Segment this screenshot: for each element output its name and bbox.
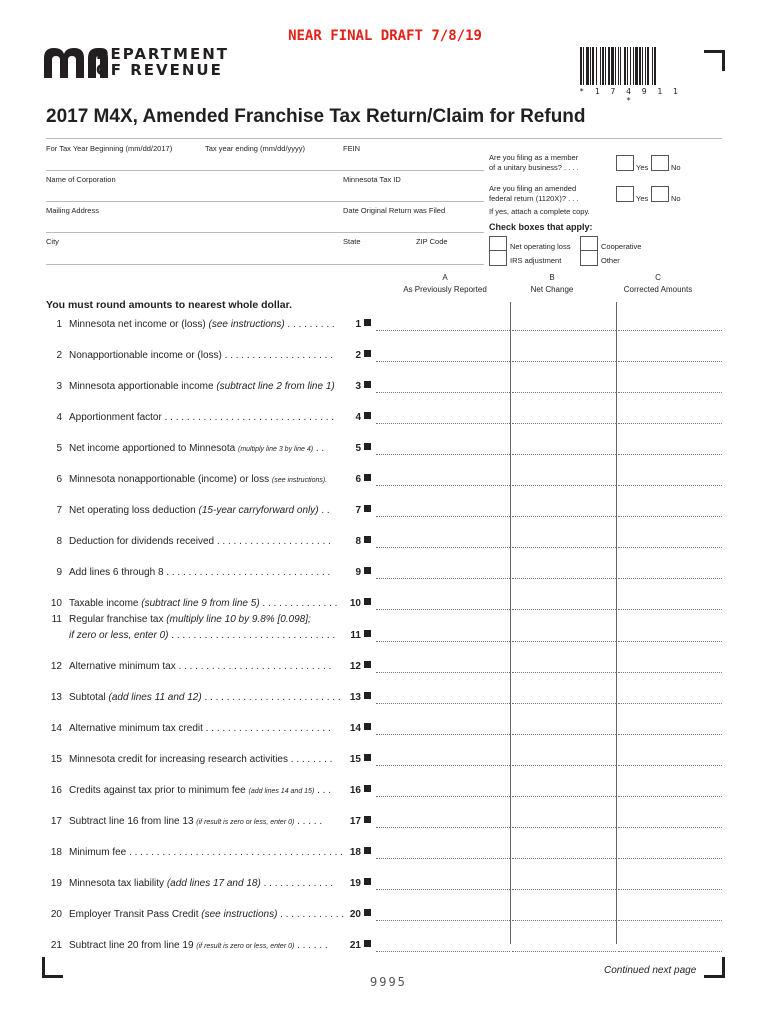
line-ref [350, 692, 371, 703]
column-divider-ab [510, 302, 511, 944]
column-b-field[interactable] [512, 516, 616, 517]
amended-yes-checkbox[interactable] [616, 186, 634, 202]
line-note: (add lines 17 and 18) [166, 878, 261, 889]
line-ref [350, 878, 371, 889]
line-number: 18 [50, 847, 62, 858]
line-dots: . . . [314, 785, 331, 796]
line-item [36, 878, 371, 889]
nol-label: Net operating loss [510, 242, 571, 251]
line-ref-number: 10 [349, 598, 361, 609]
square-marker-icon [364, 661, 371, 668]
column-a-field[interactable] [376, 330, 510, 331]
column-c-field[interactable] [618, 858, 722, 859]
line-ref-number: 8 [355, 536, 361, 547]
column-a-field[interactable] [376, 858, 510, 859]
line-item [36, 474, 371, 485]
line-item [36, 443, 371, 454]
line-number: 20 [50, 909, 62, 920]
column-a-field[interactable] [376, 516, 510, 517]
square-marker-icon [364, 816, 371, 823]
line-item [36, 661, 371, 672]
line-text: Net operating loss deduction [69, 505, 199, 516]
column-b-field[interactable] [512, 454, 616, 455]
line-ref [355, 319, 371, 330]
line-note: (if result is zero or less, enter 0) [196, 819, 295, 826]
line-dots: . . [313, 443, 325, 454]
column-a-field[interactable] [376, 672, 510, 673]
line-text: Alternative minimum tax . . . . . . . . . . . . . . . . . . . . . . . . . . . . [69, 661, 332, 672]
line-text: Minnesota net income or (loss) [69, 319, 209, 330]
cooperative-label: Cooperative [601, 242, 642, 251]
fein-label: FEIN [343, 144, 361, 153]
line-note: (see instructions) [208, 319, 285, 330]
tax-year-ending-label: Tax year ending (mm/dd/yyyy) [205, 144, 306, 153]
line-ref-number: 12 [349, 661, 361, 672]
line-number: 17 [50, 816, 62, 827]
unitary-no-checkbox[interactable] [651, 155, 669, 171]
form-code: 9995 [370, 975, 407, 989]
line-text: Minnesota apportionable income [69, 381, 217, 392]
column-a-field[interactable] [376, 951, 510, 952]
line-item [36, 614, 371, 625]
square-marker-icon [364, 630, 371, 637]
line-item [36, 412, 371, 423]
line-number: 12 [50, 661, 62, 672]
column-b-field[interactable] [512, 485, 616, 486]
line-text: Taxable income [69, 598, 142, 609]
line-number: 5 [56, 443, 62, 454]
column-b-field[interactable] [512, 765, 616, 766]
line-text: Alternative minimum tax credit . . . . . . . . . . . . . . . . . . . . . . . [69, 723, 331, 734]
other-checkbox[interactable] [580, 250, 598, 266]
column-a-field[interactable] [376, 547, 510, 548]
line-number: 3 [56, 381, 62, 392]
line-item [36, 940, 371, 951]
column-a-header: A As Previously Reported [403, 273, 487, 294]
line-text: Minimum fee . . . . . . . . . . . . . . . . . . . . . . . . . . . . . . . . . . . . . . . [69, 847, 343, 858]
column-c-field[interactable] [618, 609, 722, 610]
line-number: 9 [56, 567, 62, 578]
column-b-field[interactable] [512, 609, 616, 610]
line-item [36, 723, 371, 734]
square-marker-icon [364, 505, 371, 512]
column-a-field[interactable] [376, 423, 510, 424]
form-title: 2017 M4X, Amended Franchise Tax Return/Claim for Refund [46, 106, 586, 127]
line-ref-number: 17 [349, 816, 361, 827]
line-note: (add lines 11 and 12) [108, 692, 202, 703]
line-dots: . . . . . . . . . . . . . . [259, 598, 338, 609]
line-note: (multiply line 3 by line 4) [238, 446, 314, 453]
column-a-field[interactable] [376, 734, 510, 735]
column-c-field[interactable] [618, 796, 722, 797]
line-item [36, 598, 371, 609]
line-ref [355, 474, 371, 485]
column-c-field[interactable] [618, 734, 722, 735]
square-marker-icon [364, 847, 371, 854]
line-number: 6 [56, 474, 62, 485]
corporation-name-label: Name of Corporation [46, 175, 116, 184]
square-marker-icon [364, 412, 371, 419]
line-ref [355, 443, 371, 454]
column-c-field[interactable] [618, 920, 722, 921]
amended-question: Are you filing an amended federal return (1120X)? . . . If yes, attach a complete copy. [489, 184, 590, 216]
line-note: (if result is zero or less, enter 0) [196, 943, 295, 950]
line-ref [350, 598, 371, 609]
column-b-field[interactable] [512, 392, 616, 393]
column-divider-bc [616, 302, 617, 944]
column-b-field[interactable] [512, 796, 616, 797]
column-c-field[interactable] [618, 578, 722, 579]
line-number: 13 [50, 692, 62, 703]
line-item [36, 350, 371, 361]
line-ref [350, 940, 371, 951]
other-label: Other [601, 256, 620, 265]
column-a-field[interactable] [376, 765, 510, 766]
title-rule [46, 138, 722, 139]
column-c-field[interactable] [618, 672, 722, 673]
line-ref [355, 350, 371, 361]
line-ref-number: 21 [349, 940, 361, 951]
line-ref-number: 4 [355, 412, 361, 423]
minnesota-tax-id-label: Minnesota Tax ID [343, 175, 401, 184]
column-b-field[interactable] [512, 703, 616, 704]
line-ref [350, 816, 371, 827]
line-ref-number: 1 [355, 319, 361, 330]
line-note: (subtract line 2 from line 1) [216, 381, 335, 392]
barcode-number: * 1 7 4 9 1 1 * [579, 87, 681, 105]
column-a-field[interactable] [376, 796, 510, 797]
column-b-field[interactable] [512, 827, 616, 828]
column-b-field[interactable] [512, 672, 616, 673]
state-label: State [343, 237, 361, 246]
line-ref-number: 15 [349, 754, 361, 765]
line-number: 8 [56, 536, 62, 547]
square-marker-icon [364, 443, 371, 450]
square-marker-icon [364, 536, 371, 543]
line-ref-number: 18 [349, 847, 361, 858]
line-number: 10 [50, 598, 62, 609]
line-text: Subtotal [69, 692, 109, 703]
line-dots: . . . . . . . . . . . . [277, 909, 345, 920]
square-marker-icon [364, 598, 371, 605]
line-item [36, 816, 371, 827]
column-c-field[interactable] [618, 547, 722, 548]
square-marker-icon [364, 785, 371, 792]
line-ref [355, 567, 371, 578]
amended-no-checkbox[interactable] [651, 186, 669, 202]
corner-mark-bottom-right [704, 957, 725, 978]
line-note: (subtract line 9 from line 5) [141, 598, 260, 609]
line-text: Deduction for dividends received . . . . . . . . . . . . . . . . . . . . . [69, 536, 331, 547]
line-note: (15-year carryforward only) [198, 505, 319, 516]
line-text: Minnesota credit for increasing research activities . . . . . . . . [69, 754, 333, 765]
line-ref-number: 14 [349, 723, 361, 734]
column-a-field[interactable] [376, 361, 510, 362]
unitary-yes-label: Yes [636, 163, 649, 172]
line-text: Subtract line 20 from line 19 [69, 940, 197, 951]
line-ref [350, 723, 371, 734]
column-c-field[interactable] [618, 361, 722, 362]
continued-note: Continued next page [604, 965, 697, 976]
line-note: (multiply line 10 by 9.8% [0.098]; [166, 614, 311, 625]
department-name: DEPARTMENT OF REVENUE [96, 45, 229, 79]
line-number: 15 [50, 754, 62, 765]
line-item [36, 909, 371, 920]
line-ref-number: 13 [349, 692, 361, 703]
line-dots: . . . . . . . . . . . . . [260, 878, 334, 889]
line-number: 14 [50, 723, 62, 734]
line-text: Minnesota nonapportionable (income) or loss [69, 474, 272, 485]
line-ref [350, 630, 371, 641]
line-ref-number: 6 [355, 474, 361, 485]
line-ref-number: 9 [355, 567, 361, 578]
line-ref [350, 754, 371, 765]
date-original-filed-label: Date Original Return was Filed [343, 206, 446, 215]
line-item [36, 630, 371, 641]
line-item [36, 505, 371, 516]
column-c-field[interactable] [618, 889, 722, 890]
line-item [36, 754, 371, 765]
amended-yes-label: Yes [636, 194, 649, 203]
square-marker-icon [364, 350, 371, 357]
square-marker-icon [364, 909, 371, 916]
column-a-field[interactable] [376, 827, 510, 828]
line-text: Minnesota tax liability [69, 878, 167, 889]
line-text: Credits against tax prior to minimum fee [69, 785, 249, 796]
unitary-question: Are you filing as a member of a unitary business? . . . . [489, 153, 579, 172]
line-note: (see instructions) [201, 909, 278, 920]
line-item [36, 381, 371, 392]
column-c-field[interactable] [618, 454, 722, 455]
line-ref [355, 412, 371, 423]
check-boxes-title: Check boxes that apply: [489, 222, 593, 232]
column-c-header: C Corrected Amounts [623, 273, 693, 294]
line-ref [355, 381, 371, 392]
line-item [36, 692, 371, 703]
column-b-field[interactable] [512, 361, 616, 362]
line-item [36, 847, 371, 858]
line-item [36, 785, 371, 796]
line-number: 1 [56, 319, 62, 330]
square-marker-icon [364, 692, 371, 699]
column-b-field[interactable] [512, 547, 616, 548]
column-b-field[interactable] [512, 734, 616, 735]
line-ref-number: 11 [350, 630, 361, 641]
square-marker-icon [364, 940, 371, 947]
corner-mark-bottom-left [42, 957, 63, 978]
column-a-field[interactable] [376, 609, 510, 610]
line-dots: . . . . . . . . . [284, 319, 335, 330]
square-marker-icon [364, 381, 371, 388]
round-note: You must round amounts to nearest whole dollar. [46, 299, 292, 311]
line-text: Employer Transit Pass Credit [69, 909, 202, 920]
column-a-field[interactable] [376, 889, 510, 890]
column-b-field[interactable] [512, 920, 616, 921]
column-c-field[interactable] [618, 951, 722, 952]
square-marker-icon [364, 723, 371, 730]
column-a-field[interactable] [376, 920, 510, 921]
column-c-field[interactable] [618, 765, 722, 766]
draft-banner: NEAR FINAL DRAFT 7/8/19 [288, 28, 482, 44]
line-text: Net income apportioned to Minnesota [69, 443, 238, 454]
unitary-no-label: No [671, 163, 681, 172]
square-marker-icon [364, 474, 371, 481]
column-c-field[interactable] [618, 703, 722, 704]
barcode-icon [580, 47, 680, 85]
column-b-field[interactable] [512, 889, 616, 890]
line-ref-number: 5 [355, 443, 361, 454]
line-ref-number: 19 [349, 878, 361, 889]
column-a-field[interactable] [376, 703, 510, 704]
line-text: Apportionment factor . . . . . . . . . . . . . . . . . . . . . . . . . . . . . . . [69, 412, 335, 423]
column-c-field[interactable] [618, 827, 722, 828]
line-number: 21 [50, 940, 62, 951]
column-c-field[interactable] [618, 641, 722, 642]
line-ref-number: 2 [355, 350, 361, 361]
line-dots: . . [318, 505, 330, 516]
line-dots: . . . . . . [294, 940, 328, 951]
line-item [36, 536, 371, 547]
irs-adjustment-checkbox[interactable] [489, 250, 507, 266]
column-b-field[interactable] [512, 858, 616, 859]
column-c-field[interactable] [618, 423, 722, 424]
square-marker-icon [364, 878, 371, 885]
square-marker-icon [364, 754, 371, 761]
line-number: 7 [56, 505, 62, 516]
line-item [36, 567, 371, 578]
mailing-address-label: Mailing Address [46, 206, 99, 215]
city-label: City [46, 237, 59, 246]
line-item [36, 319, 371, 330]
square-marker-icon [364, 567, 371, 574]
irs-adjustment-label: IRS adjustment [510, 256, 562, 265]
square-marker-icon [364, 319, 371, 326]
column-a-field[interactable] [376, 485, 510, 486]
line-ref [355, 536, 371, 547]
column-c-field[interactable] [618, 330, 722, 331]
line-number: 2 [56, 350, 62, 361]
line-ref [350, 847, 371, 858]
line-dots: . . . . . [294, 816, 323, 827]
unitary-yes-checkbox[interactable] [616, 155, 634, 171]
column-a-field[interactable] [376, 454, 510, 455]
line-dots: . . . . . . . . . . . . . . . . . . . . . . . . . [201, 692, 341, 703]
line-text: Add lines 6 through 8 . . . . . . . . . . . . . . . . . . . . . . . . . . . . . . [69, 567, 331, 578]
column-b-field[interactable] [512, 423, 616, 424]
line-ref-number: 7 [355, 505, 361, 516]
line-ref-number: 20 [349, 909, 361, 920]
zip-label: ZIP Code [416, 237, 448, 246]
line-text: Regular franchise tax [69, 614, 167, 625]
column-c-field[interactable] [618, 485, 722, 486]
line-number: 4 [56, 412, 62, 423]
corner-mark-top-right [704, 50, 725, 71]
line-ref-number: 3 [355, 381, 361, 392]
line-ref [350, 661, 371, 672]
line-number: 19 [50, 878, 62, 889]
column-a-field[interactable] [376, 578, 510, 579]
column-b-header: B Net Change [530, 273, 574, 294]
column-b-field[interactable] [512, 641, 616, 642]
line-dots: . . . . . . . . . . . . . . . . . . . . . . . . . . . . . . [168, 630, 336, 641]
line-text: Nonapportionable income or (loss) . . . . . . . . . . . . . . . . . . . . [69, 350, 333, 361]
column-c-field[interactable] [618, 392, 722, 393]
line-note: (see instructions). [271, 477, 328, 484]
line-number: 16 [50, 785, 62, 796]
tax-year-beginning-label: For Tax Year Beginning (mm/dd/2017) [46, 144, 173, 153]
column-c-field[interactable] [618, 516, 722, 517]
line-note: if zero or less, enter 0) [69, 630, 169, 641]
line-ref-number: 16 [349, 785, 361, 796]
line-note: (add lines 14 and 15) [248, 788, 315, 795]
column-a-field[interactable] [376, 392, 510, 393]
line-ref [350, 785, 371, 796]
column-a-field[interactable] [376, 641, 510, 642]
column-b-field[interactable] [512, 951, 616, 952]
amended-no-label: No [671, 194, 681, 203]
line-ref [350, 909, 371, 920]
column-b-field[interactable] [512, 578, 616, 579]
line-text: Subtract line 16 from line 13 [69, 816, 197, 827]
line-number: 11 [51, 614, 62, 625]
column-b-field[interactable] [512, 330, 616, 331]
line-ref [355, 505, 371, 516]
